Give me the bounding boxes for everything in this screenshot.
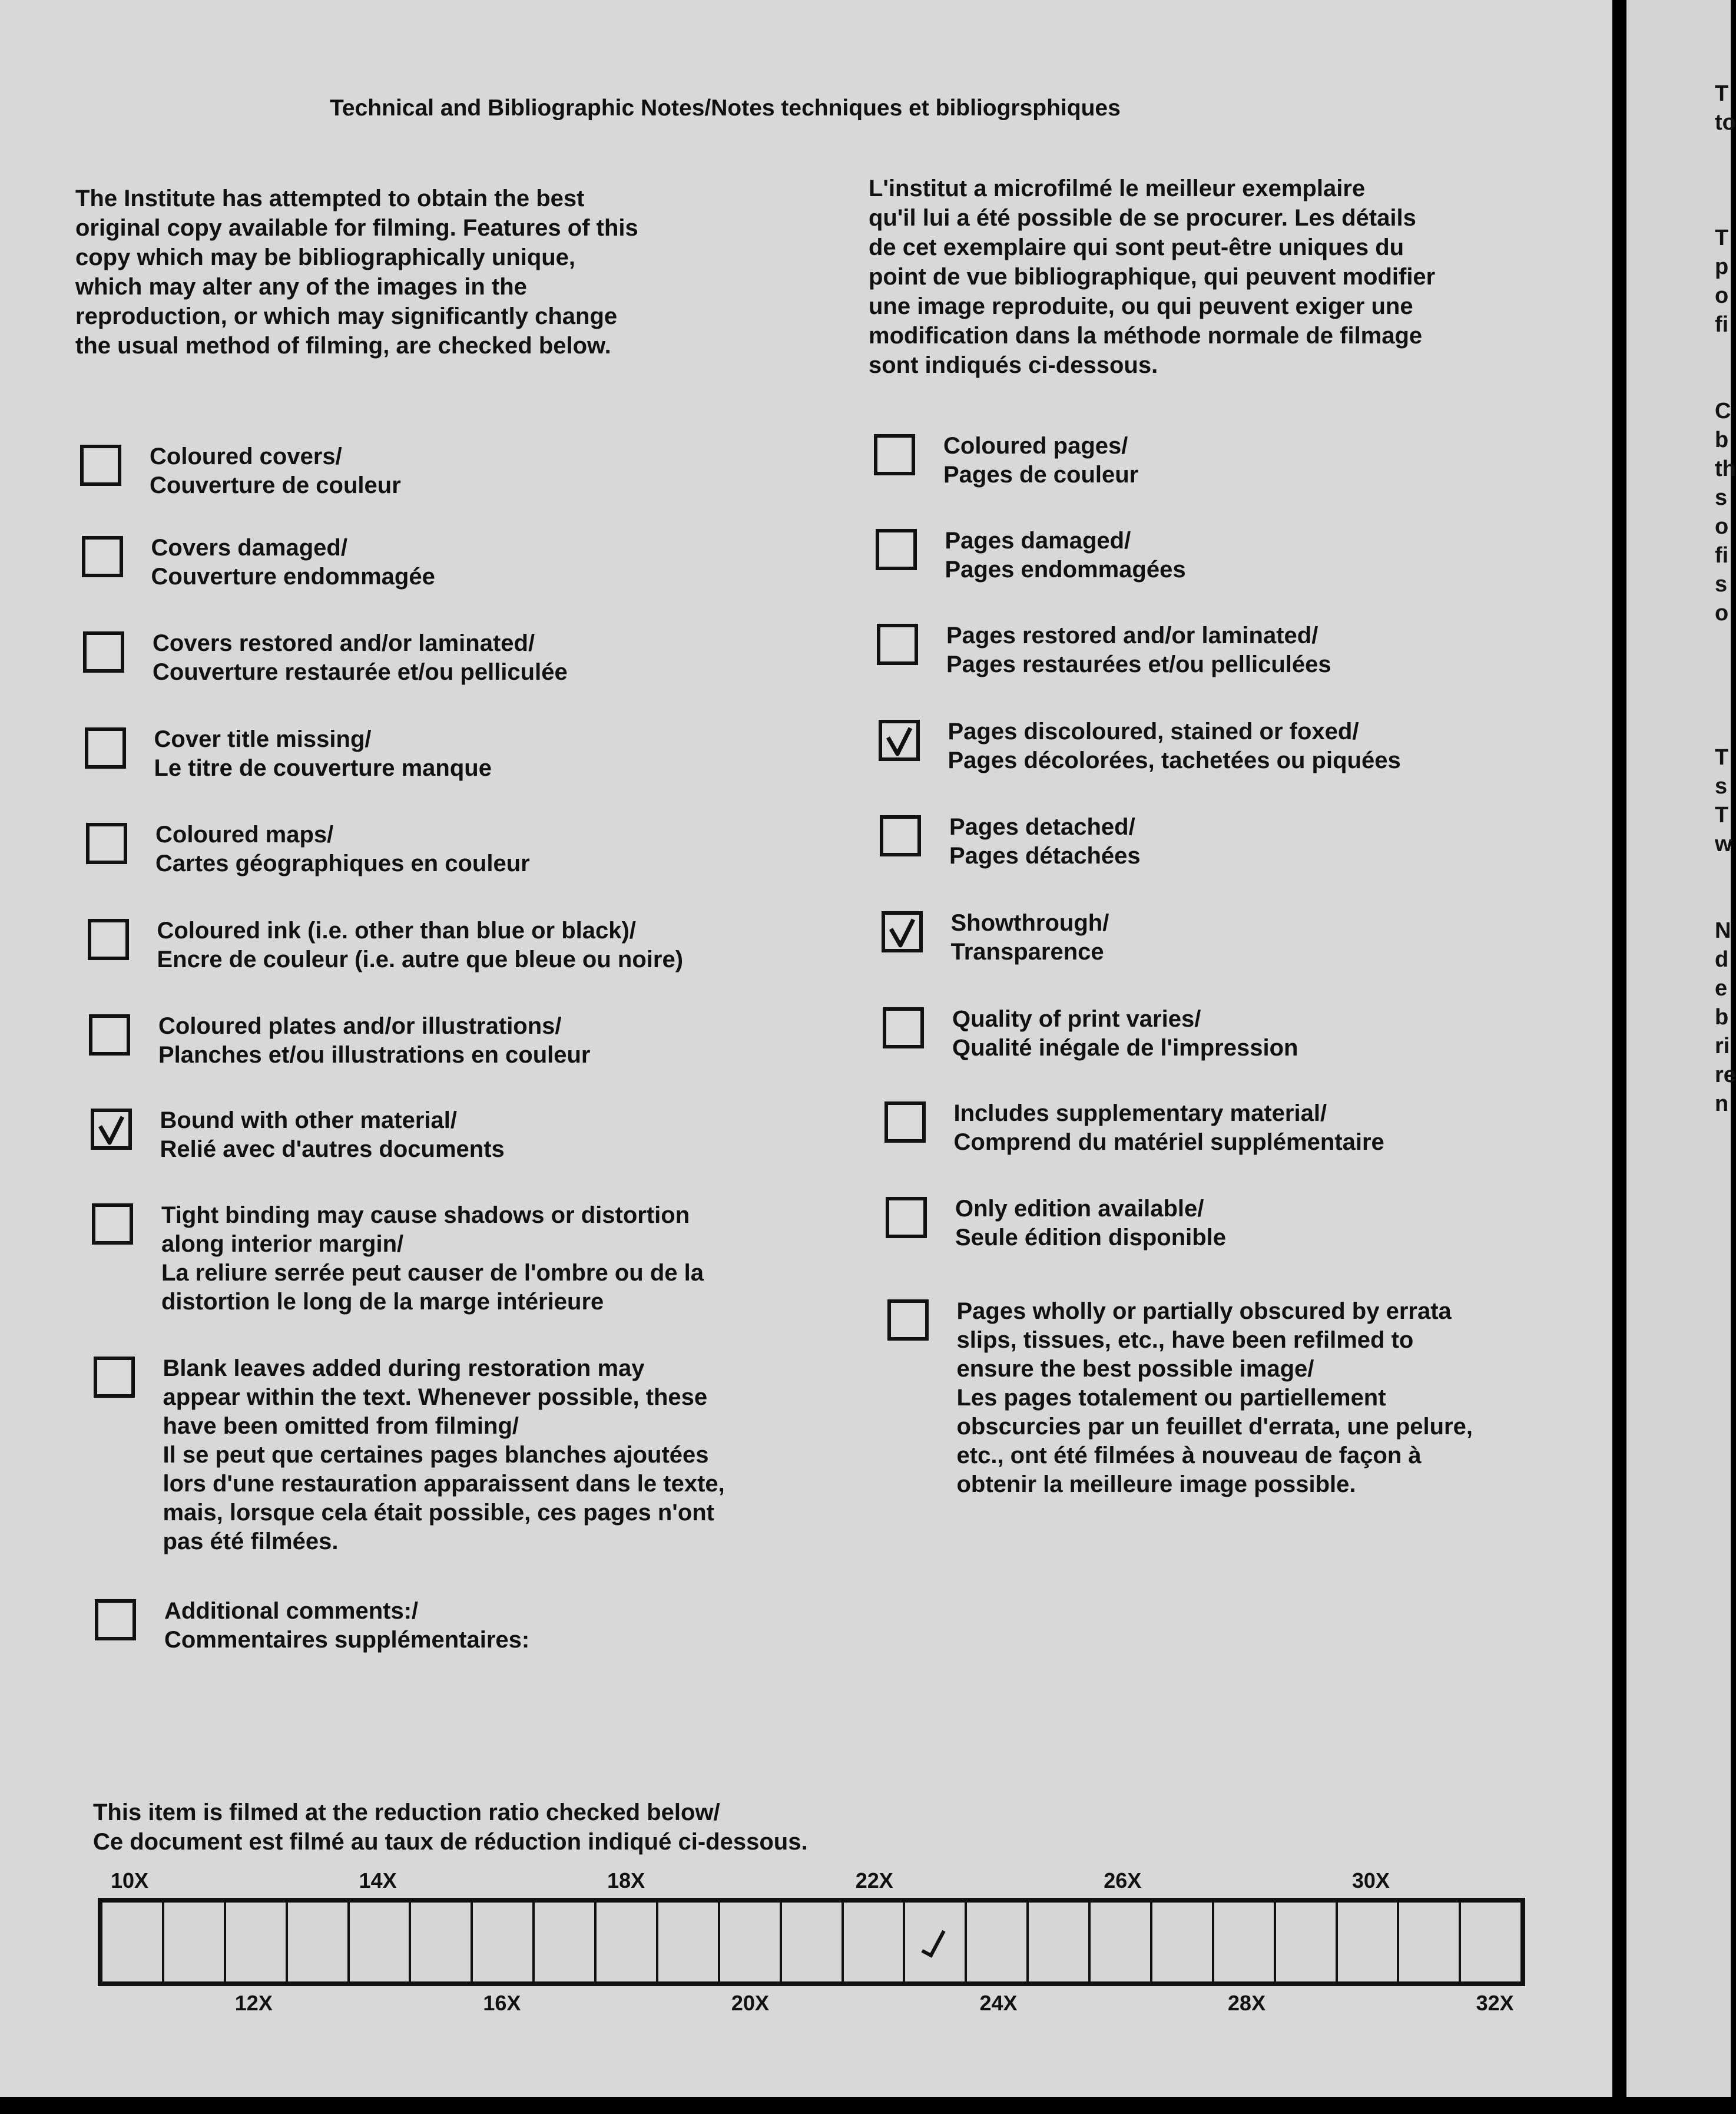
adjacent-page-fragment	[1715, 657, 1736, 686]
right-label-line: Pages wholly or partially obscured by errata	[956, 1298, 1452, 1324]
adjacent-page-fragment: b	[1715, 428, 1729, 452]
left-label	[150, 442, 401, 500]
right-checkbox[interactable]	[882, 911, 923, 952]
right-label-line: Pages endommagées	[945, 557, 1186, 583]
adjacent-page-fragment: T	[1715, 803, 1729, 828]
left-label-line: Blank leaves added during restoration may	[163, 1355, 645, 1381]
adjacent-page-fragment: C	[1715, 399, 1731, 424]
intro-french	[869, 174, 1575, 380]
bottom-ratio-label: 24X	[979, 1991, 1018, 2015]
right-checkbox[interactable]	[880, 815, 921, 856]
left-checkbox[interactable]	[92, 1203, 133, 1245]
left-label	[155, 821, 530, 878]
adjacent-page-fragment: o	[1715, 601, 1729, 626]
adjacent-page	[1626, 0, 1736, 2097]
left-checkbox[interactable]	[91, 1109, 132, 1150]
right-label-line: Les pages totalement ou partiellement	[956, 1385, 1386, 1411]
right-label-line: Pages décolorées, tachetées ou piquées	[947, 747, 1401, 773]
right-label	[949, 813, 1141, 871]
left-label-line: appear within the text. Whenever possible, these	[163, 1384, 708, 1410]
ratio-cell[interactable]	[226, 1903, 288, 1981]
right-label	[946, 621, 1331, 679]
reduction-note-fr: Ce document est filmé au taux de réduction indiqué ci-dessous.	[93, 1829, 808, 1855]
left-label	[164, 1597, 529, 1655]
adjacent-page-fragment	[1715, 195, 1736, 224]
ratio-cell[interactable]	[720, 1903, 782, 1981]
adjacent-page-fragment: w	[1715, 832, 1732, 856]
right-label-line: ensure the best possible image/	[956, 1356, 1314, 1382]
adjacent-page-fragment: to	[1715, 110, 1736, 135]
left-label-line: Tight binding may cause shadows or distortion	[161, 1202, 690, 1228]
ratio-cell[interactable]	[473, 1903, 535, 1981]
left-label-line: Couverture endommagée	[151, 564, 435, 590]
left-checkbox[interactable]	[86, 823, 127, 864]
bottom-ratio-label: 12X	[234, 1991, 273, 2015]
adjacent-page-fragment: re	[1715, 1063, 1736, 1087]
left-label-line: Encre de couleur (i.e. autre que bleue ou noire)	[157, 947, 684, 972]
left-label-line: Covers restored and/or laminated/	[153, 630, 535, 656]
left-checkbox[interactable]	[85, 727, 126, 769]
page-gutter	[1612, 0, 1626, 2114]
right-label-line: Pages damaged/	[945, 528, 1131, 554]
ratio-cell[interactable]	[1461, 1903, 1520, 1981]
ratio-cell[interactable]	[905, 1903, 967, 1981]
bottom-ratio-label: 28X	[1228, 1991, 1266, 2015]
left-label-line: Coloured covers/	[150, 444, 342, 469]
top-ratio-label: 30X	[1351, 1868, 1390, 1893]
intro-fr-line: modification dans la méthode normale de filmage	[869, 323, 1423, 349]
left-label-line: Le titre de couverture manque	[154, 755, 492, 781]
ratio-cell[interactable]	[350, 1903, 412, 1981]
adjacent-page-fragment: o	[1715, 514, 1729, 539]
left-label-line: Couverture de couleur	[150, 472, 401, 498]
right-checkbox[interactable]	[886, 1197, 927, 1238]
left-label-line: Covers damaged/	[151, 535, 347, 561]
adjacent-page-fragment: T	[1715, 745, 1729, 770]
right-label-line: Pages restaurées et/ou pelliculées	[946, 651, 1331, 677]
ratio-cell[interactable]	[967, 1903, 1029, 1981]
adjacent-page-fragment: n	[1715, 1091, 1729, 1116]
adjacent-page-fragment	[1715, 714, 1736, 743]
right-label-line: Showthrough/	[950, 910, 1109, 936]
left-label-line: lors d'une restauration apparaissent dans le texte,	[163, 1471, 725, 1497]
left-label-line: Planches et/ou illustrations en couleur	[158, 1042, 591, 1068]
left-checkbox[interactable]	[95, 1599, 136, 1640]
reduction-ratio-bar	[98, 1898, 1525, 1986]
intro-en-line: which may alter any of the images in the	[75, 274, 527, 300]
left-label-line: La reliure serrée peut causer de l'ombre ou de la	[161, 1260, 704, 1286]
left-label-line: Commentaires supplémentaires:	[164, 1627, 530, 1653]
adjacent-page-fragment	[1715, 368, 1736, 397]
adjacent-page-fragment: N	[1715, 918, 1731, 943]
adjacent-page-fragment: T	[1715, 226, 1729, 250]
right-label-line: slips, tissues, etc., have been refilmed to	[956, 1327, 1414, 1353]
right-label-line: etc., ont été filmées à nouveau de façon à	[956, 1443, 1422, 1468]
left-checkbox[interactable]	[83, 631, 124, 673]
right-label-line: obscurcies par un feuillet d'errata, une pelure,	[956, 1414, 1473, 1440]
top-ratio-label: 26X	[1104, 1868, 1142, 1893]
adjacent-page-fragment	[1715, 137, 1736, 166]
intro-en-line: copy which may be bibliographically unique,	[75, 244, 576, 270]
ratio-cell[interactable]	[1091, 1903, 1152, 1981]
intro-en-line: reproduction, or which may significantly change	[75, 303, 618, 329]
left-checkbox[interactable]	[89, 1014, 130, 1056]
left-label-line: Couverture restaurée et/ou pelliculée	[153, 659, 568, 685]
right-label	[943, 432, 1138, 489]
left-label	[151, 534, 435, 591]
adjacent-page-fragment: e	[1715, 976, 1728, 1001]
intro-fr-line: une image reproduite, ou qui peuvent exiger une	[869, 293, 1413, 319]
right-label-line: Quality of print varies/	[952, 1006, 1201, 1032]
adjacent-page-fragment	[1715, 888, 1736, 917]
check-mark-icon	[95, 1113, 130, 1147]
intro-en-line: The Institute has attempted to obtain the best	[75, 186, 585, 211]
left-label	[160, 1106, 505, 1164]
left-label-line: Cover title missing/	[154, 726, 372, 752]
right-checkbox[interactable]	[876, 529, 917, 570]
right-label	[957, 1297, 1473, 1499]
top-ratio-label: 10X	[111, 1868, 149, 1893]
right-label	[951, 909, 1109, 967]
page-title: Technical and Bibliographic Notes/Notes techniques et bibliogrsphiques	[330, 95, 1121, 121]
left-label-line: Coloured ink (i.e. other than blue or black)/	[157, 918, 636, 944]
adjacent-page-fragment: fi	[1715, 312, 1729, 337]
right-checkbox[interactable]	[877, 624, 918, 665]
right-label-line: Only edition available/	[955, 1196, 1204, 1222]
right-label-line: Pages de couleur	[943, 462, 1139, 488]
left-label	[153, 629, 568, 687]
adjacent-page-fragment	[1715, 339, 1736, 368]
intro-fr-line: L'institut a microfilmé le meilleur exemplaire	[869, 176, 1366, 201]
right-label-line: Qualité inégale de l'impression	[952, 1035, 1298, 1061]
right-label-line: Coloured pages/	[943, 433, 1128, 459]
adjacent-page-fragment	[1715, 686, 1736, 714]
right-label	[948, 717, 1401, 775]
left-label-line: distortion le long de la marge intérieure	[161, 1289, 604, 1315]
left-label-line: Coloured plates and/or illustrations/	[158, 1013, 562, 1039]
adjacent-page-fragment: ri	[1715, 1034, 1730, 1058]
left-label	[154, 725, 492, 783]
bottom-ratio-label: 32X	[1476, 1991, 1514, 2015]
right-label	[952, 1005, 1298, 1063]
left-label	[163, 1354, 725, 1556]
ratio-cell[interactable]	[1338, 1903, 1400, 1981]
right-label-line: Pages restored and/or laminated/	[946, 623, 1318, 649]
intro-en-line: the usual method of filming, are checked below.	[75, 333, 611, 359]
left-label	[158, 1012, 591, 1070]
right-label-line: Pages détachées	[949, 843, 1141, 869]
adjacent-page-fragment	[1715, 166, 1736, 195]
left-checkbox[interactable]	[88, 919, 129, 960]
adjacent-page-fragment: s	[1715, 485, 1728, 510]
adjacent-page-fragment	[1715, 628, 1736, 657]
adjacent-page-fragment: b	[1715, 1005, 1729, 1030]
intro-english	[75, 184, 782, 360]
left-label-line: Relié avec d'autres documents	[160, 1136, 505, 1162]
adjacent-page-fragment: p	[1715, 254, 1729, 279]
right-checkbox[interactable]	[874, 434, 915, 475]
ratio-cell[interactable]	[535, 1903, 597, 1981]
adjacent-page-fragment: s	[1715, 572, 1728, 597]
bottom-ratio-label: 16X	[483, 1991, 521, 2015]
left-label-line: Cartes géographiques en couleur	[155, 851, 530, 876]
right-checkbox[interactable]	[884, 1101, 926, 1143]
adjacent-page-fragment: d	[1715, 947, 1729, 972]
right-label-line: Pages discoloured, stained or foxed/	[947, 719, 1359, 745]
ratio-cell[interactable]	[288, 1903, 350, 1981]
ratio-cell[interactable]	[844, 1903, 906, 1981]
right-label	[945, 527, 1186, 584]
left-label-line: along interior margin/	[161, 1231, 404, 1257]
right-label-line: obtenir la meilleure image possible.	[956, 1471, 1356, 1497]
left-label	[157, 917, 684, 974]
adjacent-page-fragment	[1715, 859, 1736, 888]
reduction-note	[93, 1798, 808, 1857]
adjacent-page-fragment: o	[1715, 283, 1729, 308]
reduction-note-en: This item is filmed at the reduction ratio checked below/	[93, 1799, 720, 1825]
intro-fr-line: point de vue bibliographique, qui peuvent modifier	[869, 264, 1436, 290]
ratio-cell[interactable]	[658, 1903, 720, 1981]
ratio-cell[interactable]	[1214, 1903, 1276, 1981]
right-label-line: Comprend du matériel supplémentaire	[953, 1129, 1384, 1155]
right-label-line: Transparence	[950, 939, 1104, 965]
right-label	[955, 1195, 1226, 1252]
adjacent-page-fragment: fi	[1715, 543, 1729, 568]
adjacent-page-fragment: s	[1715, 774, 1728, 799]
adjacent-page-fragment: th	[1715, 456, 1736, 481]
intro-en-line: original copy available for filming. Features of this	[75, 215, 638, 241]
check-mark-icon	[886, 916, 920, 950]
left-label-line: Coloured maps/	[155, 822, 334, 848]
right-checkbox[interactable]	[879, 720, 920, 761]
left-label-line: pas été filmées.	[163, 1529, 339, 1554]
right-label-line: Pages detached/	[949, 814, 1135, 840]
left-label-line: have been omitted from filming/	[163, 1413, 519, 1439]
right-checkbox[interactable]	[883, 1007, 924, 1048]
ratio-cell[interactable]	[782, 1903, 844, 1981]
ratio-cell[interactable]	[1029, 1903, 1091, 1981]
ratio-cell[interactable]	[1399, 1903, 1461, 1981]
top-ratio-label: 22X	[855, 1868, 893, 1893]
ratio-cell[interactable]	[1152, 1903, 1214, 1981]
left-label-line: Additional comments:/	[164, 1598, 419, 1624]
ratio-cell[interactable]	[164, 1903, 226, 1981]
left-checkbox[interactable]	[94, 1357, 135, 1398]
adjacent-page-fragment: T	[1715, 81, 1729, 106]
right-label-line: Includes supplementary material/	[953, 1100, 1327, 1126]
check-mark-icon	[883, 724, 917, 759]
left-label-line: mais, lorsque cela était possible, ces pages n'ont	[163, 1500, 715, 1526]
intro-fr-line: sont indiqués ci-dessous.	[869, 352, 1158, 378]
left-label	[161, 1201, 704, 1316]
intro-fr-line: de cet exemplaire qui sont peut-être uniques du	[869, 234, 1404, 260]
left-label-line: Bound with other material/	[160, 1107, 457, 1133]
ratio-cell[interactable]	[1276, 1903, 1338, 1981]
top-ratio-label: 14X	[359, 1868, 397, 1893]
bottom-ratio-label: 20X	[731, 1991, 769, 2015]
adjacent-page-text	[1715, 80, 1736, 1119]
intro-fr-line: qu'il lui a été possible de se procurer. Les détails	[869, 205, 1416, 231]
top-ratio-label: 18X	[607, 1868, 645, 1893]
right-checkbox[interactable]	[887, 1299, 929, 1341]
right-label-line: Seule édition disponible	[955, 1225, 1227, 1250]
ratio-cell[interactable]	[597, 1903, 658, 1981]
left-label-line: Il se peut que certaines pages blanches ajoutées	[163, 1442, 709, 1468]
ratio-cell[interactable]	[102, 1903, 164, 1981]
left-checkbox[interactable]	[80, 445, 121, 486]
ratio-cell[interactable]	[411, 1903, 473, 1981]
right-label	[954, 1099, 1384, 1157]
left-checkbox[interactable]	[82, 536, 123, 577]
